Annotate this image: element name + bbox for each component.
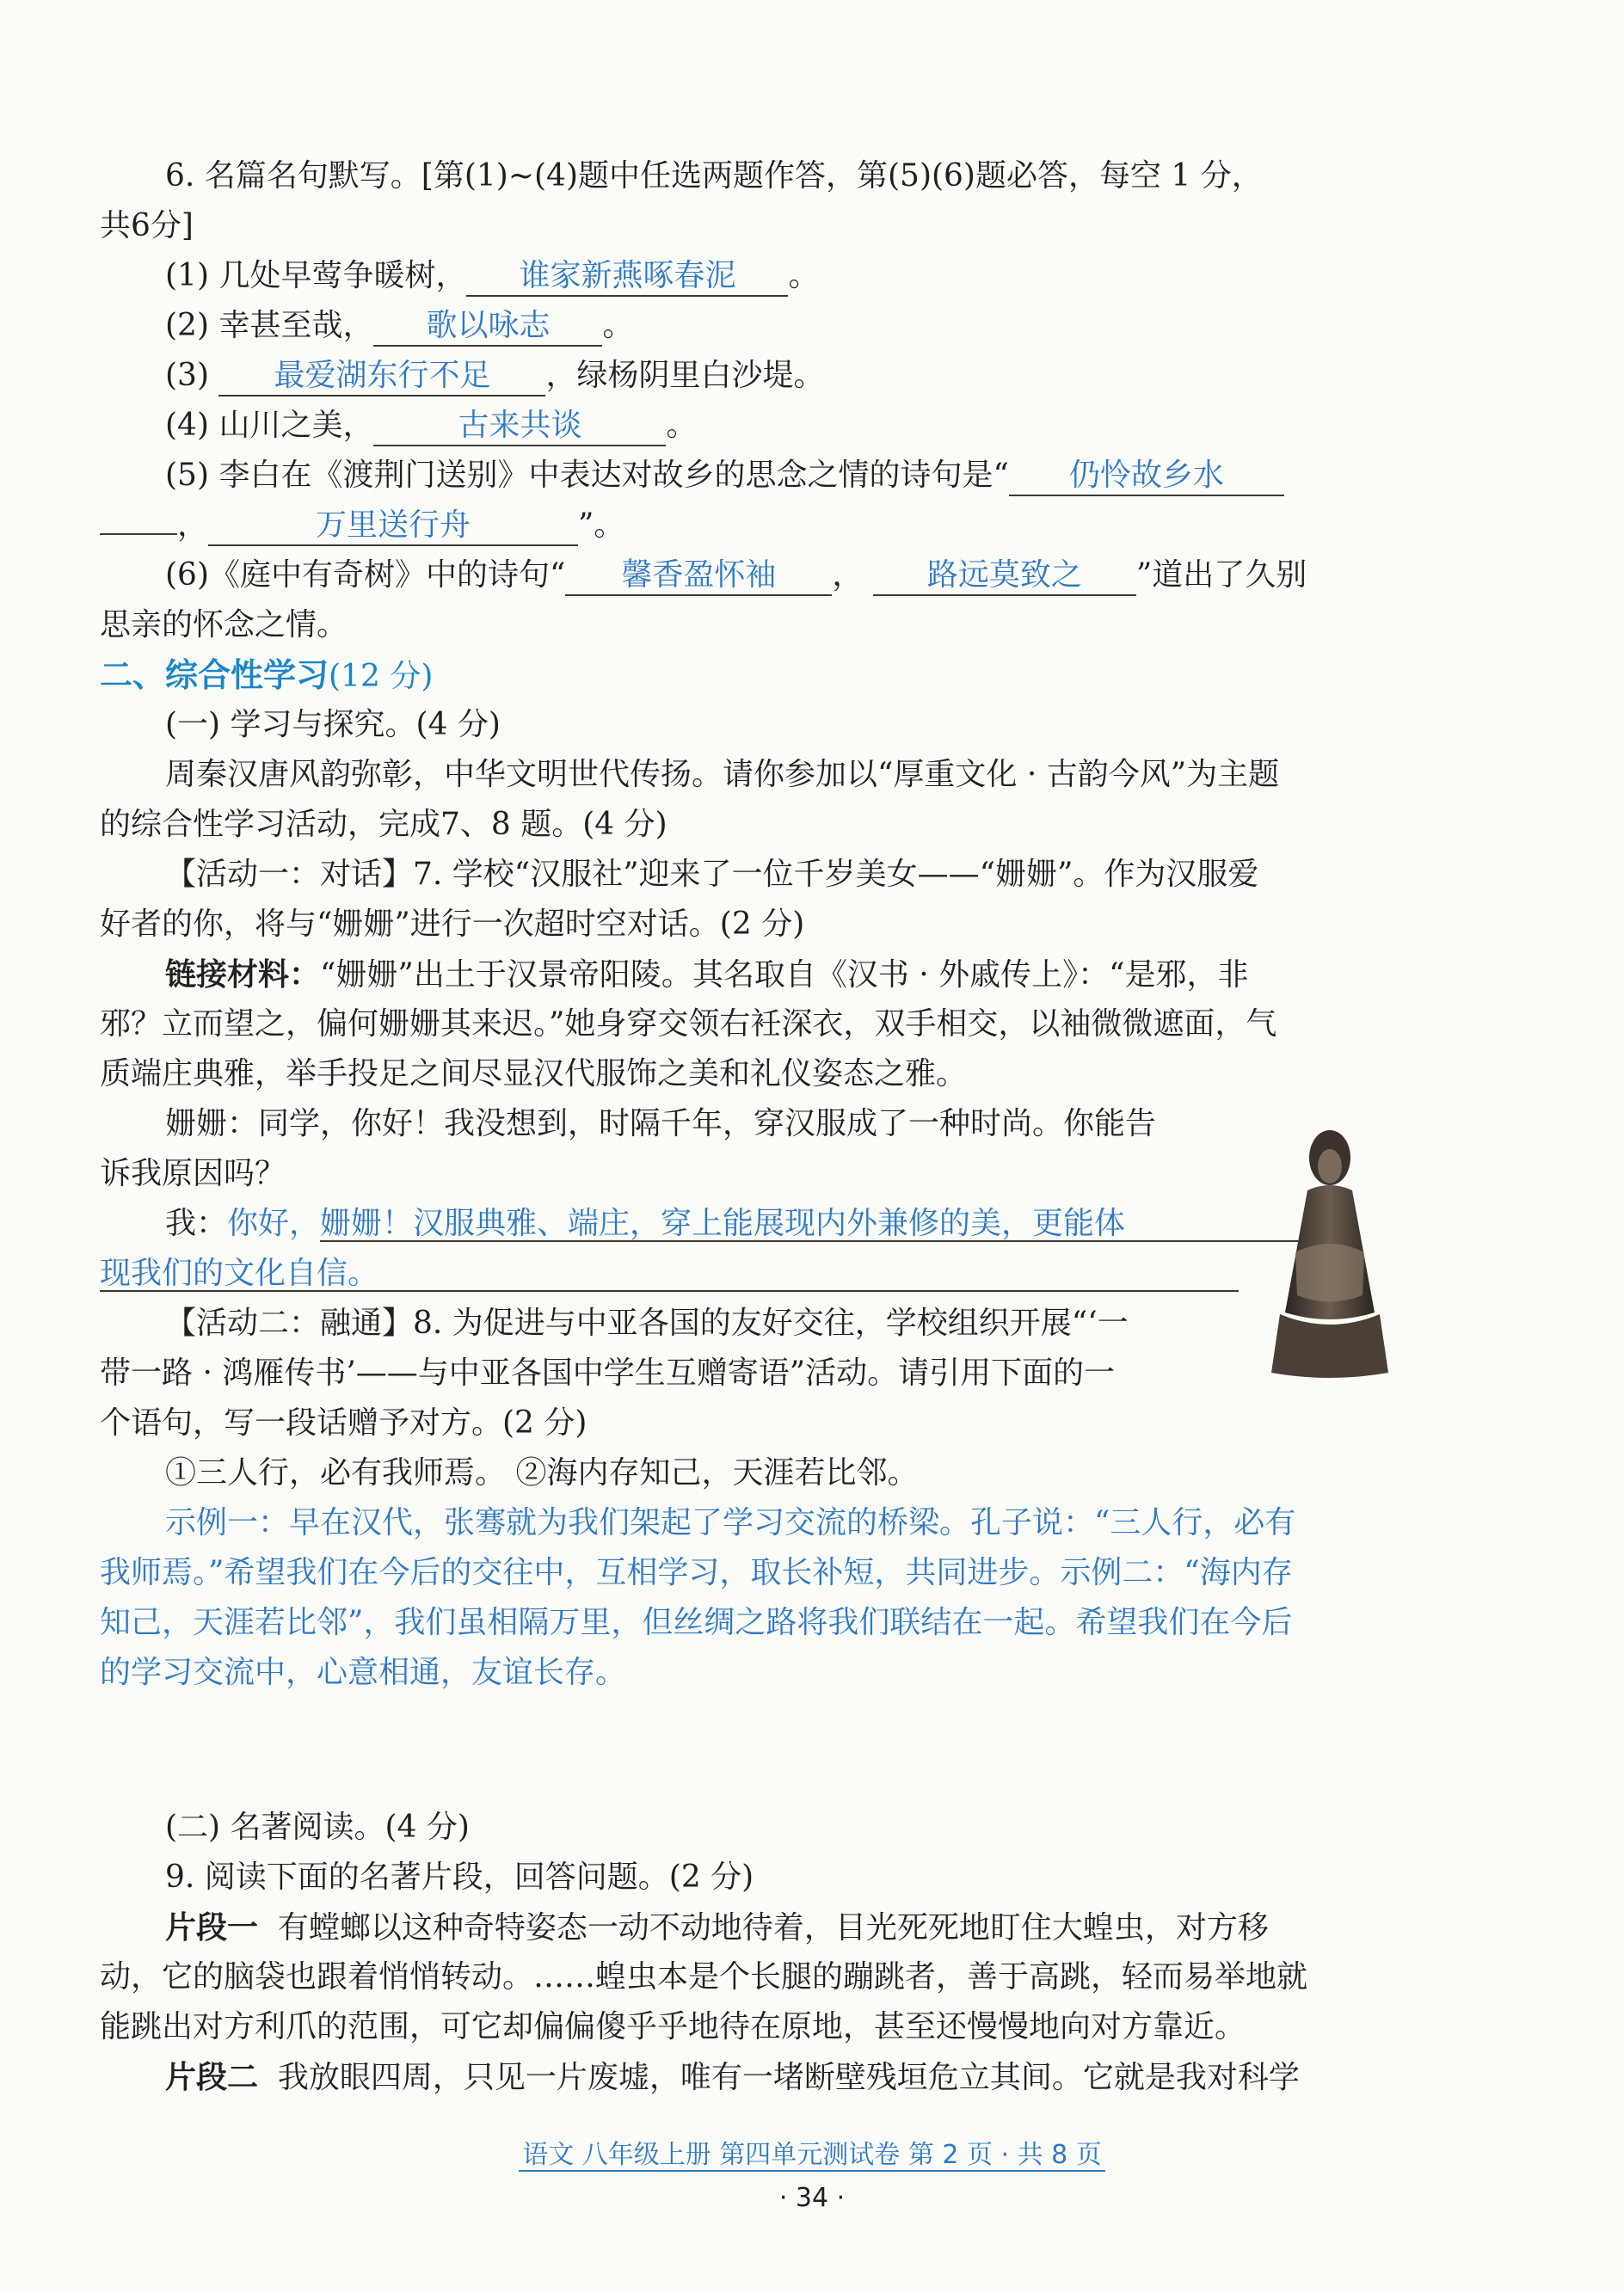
footer <box>0 2138 1624 2173</box>
link-material-line2: 邪？立而望之，偏何姗姗其来迟。”她身穿交领右衽深衣，双手相交，以袖微微遮面，气 <box>100 1006 1277 1042</box>
part1-intro-line1: 周秦汉唐风韵弥彰，中华文明世代传扬。请你参加以“厚重文化 · 古韵今风”为主题 <box>165 757 1280 792</box>
fragment1-line1 <box>165 1903 1269 1953</box>
q6-item-3-end: ，绿杨阴里白沙堤。 <box>545 358 825 393</box>
quotes-line: ①三人行，必有我师焉。 ②海内存知己，天涯若比邻。 <box>165 1455 919 1491</box>
fragment2-text1: 我放眼四周，只见一片废墟，唯有一堵断壁残垣危立其间。它就是我对科学 <box>277 2060 1300 2095</box>
answer-line-2 <box>100 1290 1239 1292</box>
fragment1-label: 片段一 <box>165 1909 259 1946</box>
link-material-line1 <box>165 950 1249 1000</box>
q8-answer-line2: 我师焉。”希望我们在今后的交往中，互相学习，取长补短，共同进步。示例二：“海内存 <box>100 1555 1293 1590</box>
me-answer-text1[interactable]: 你好，姗姗！汉服典雅、端庄，穿上能展现内外兼修的美，更能体 <box>227 1206 1126 1241</box>
q6-item-4-prompt: (4) 山川之美， <box>165 408 374 443</box>
shanshan-line1: 姗姗：同学，你好！我没想到，时隔千年，穿汉服成了一种时尚。你能告 <box>165 1106 1157 1141</box>
q6-item-5-cont <box>100 501 624 550</box>
section-title: 二、综合性学习 <box>100 656 329 694</box>
q6-stem-line1: 6. 名篇名句默写。[第(1)~(4)题中任选两题作答，第(5)(6)题必答，每空 1 分， <box>165 158 1263 194</box>
figure-face <box>1318 1149 1342 1183</box>
terracotta-figure-image <box>1261 1123 1399 1381</box>
q8-answer-line4: 的学习交流中，心意相通，友谊长存。 <box>100 1655 627 1690</box>
part1-title: (一) 学习与探究。(4 分) <box>165 707 501 742</box>
q6-item-3-answer[interactable]: 最爱湖东行不足 <box>218 357 545 397</box>
activity1-line1: 【活动一：对话】7. 学校“汉服社”迎来了一位千岁美女——“姗姗”。作为汉服爱 <box>165 857 1259 892</box>
section-heading <box>100 650 433 702</box>
q6-item-6-end: ”道出了久别 <box>1135 557 1307 593</box>
footer-text: 语文 八年级上册 第四单元测试卷 第 2 页 · 共 8 页 <box>519 2140 1105 2172</box>
link-material-text1: “姗姗”出土于汉景帝阳陵。其名取自《汉书 · 外戚传上》：“是邪，非 <box>320 957 1249 993</box>
q6-item-4-end: 。 <box>666 408 698 443</box>
link-material-line3: 质端庄典雅，举手投足之间尽显汉代服饰之美和礼仪姿态之雅。 <box>100 1056 968 1091</box>
q6-item-2 <box>165 301 633 351</box>
activity2-line2: 带一路 · 鸿雁传书’——与中亚各国中学生互赠寄语”活动。请引用下面的一 <box>100 1356 1116 1391</box>
q6-item-6-answer-2[interactable]: 路远莫致之 <box>873 556 1136 596</box>
fragment1-line2: 动，它的脑袋也跟着悄悄转动。……蝗虫本是个长腿的蹦跳者，善于高跳，轻而易举地就 <box>100 1959 1308 1995</box>
figure-sleeves <box>1295 1244 1364 1302</box>
q6-item-1-prompt: (1) 几处早莺争暖树， <box>165 258 467 293</box>
q6-item-6-comma: ， <box>832 557 864 593</box>
q6-stem-line2: 共6分] <box>100 208 194 243</box>
q6-item-6-line2: 思亲的怀念之情。 <box>100 607 348 642</box>
q6-item-2-end: 。 <box>602 308 634 343</box>
q8-answer-line1: 示例一：早在汉代，张骞就为我们架起了学习交流的桥梁。孔子说：“三人行，必有 <box>165 1505 1296 1540</box>
activity2-line3: 个语句，写一段话赠予对方。(2 分) <box>100 1405 587 1441</box>
q6-item-6 <box>165 550 1307 600</box>
q9-stem: 9. 阅读下面的名著片段，回答问题。(2 分) <box>165 1860 754 1895</box>
q6-item-5-prompt: (5) 李白在《渡荆门送别》中表达对故乡的思念之情的诗句是“ <box>165 458 1009 493</box>
section-points: (12 分) <box>329 659 434 694</box>
q6-item-6-answer-1[interactable]: 馨香盈怀袖 <box>565 556 832 596</box>
shanshan-line2: 诉我原因吗？ <box>100 1156 286 1191</box>
part1-intro-line2: 的综合性学习活动，完成7、8 题。(4 分) <box>100 807 667 842</box>
q6-item-1 <box>165 251 819 301</box>
activity1-line2: 好者的你，将与“姗姗”进行一次超时空对话。(2 分) <box>100 907 805 942</box>
q6-item-5-answer-1[interactable]: 仍怜故乡水 <box>1009 457 1284 496</box>
part2-title: (二) 名著阅读。(4 分) <box>165 1810 470 1845</box>
q6-item-2-answer[interactable]: 歌以咏志 <box>373 307 602 347</box>
fragment1-text1: 有螳螂以这种奇特姿态一动不动地待着，目光死死地盯住大蝗虫，对方移 <box>277 1910 1269 1946</box>
q6-item-5-comma: ， <box>177 507 209 543</box>
fragment2-line1 <box>165 2052 1300 2103</box>
q6-item-5-answer-2[interactable]: 万里送行舟 <box>208 507 578 546</box>
q6-item-1-answer[interactable]: 谁家新燕啄春泥 <box>466 257 788 297</box>
page-number: · 34 · <box>778 2183 846 2213</box>
q6-item-4 <box>165 401 697 451</box>
link-material-label: 链接材料： <box>165 956 321 993</box>
fragment1-line3: 能跳出对方利爪的范围，可它却偏偏傻乎乎地待在原地，甚至还慢慢地向对方靠近。 <box>100 2009 1246 2044</box>
activity2-line1: 【活动二：融通】8. 为促进与中亚各国的友好交往，学校组织开展“‘一 <box>165 1306 1129 1341</box>
figure-base <box>1271 1314 1388 1378</box>
q6-item-5 <box>165 451 1284 501</box>
q6-item-6-prompt: (6)《庭中有奇树》中的诗句“ <box>165 557 566 593</box>
fragment2-label: 片段二 <box>165 2059 259 2095</box>
q6-item-4-answer[interactable]: 古来共谈 <box>373 407 666 446</box>
q6-item-1-end: 。 <box>788 258 820 293</box>
q8-answer-line3: 知己，天涯若比邻”，我们虽相隔万里，但丝绸之路将我们联结在一起。希望我们在今后 <box>100 1605 1293 1640</box>
me-label: 我： <box>165 1206 228 1241</box>
q6-item-5-end: ”。 <box>578 507 625 543</box>
answer-line-1 <box>320 1240 1338 1242</box>
q6-item-5-answer-1-tail <box>100 533 177 535</box>
me-answer-line2[interactable]: 现我们的文化自信。 <box>100 1256 379 1291</box>
q6-item-3 <box>165 351 824 401</box>
q6-item-3-prompt: (3) <box>165 358 209 393</box>
q6-item-2-prompt: (2) 幸甚至哉， <box>165 308 374 343</box>
